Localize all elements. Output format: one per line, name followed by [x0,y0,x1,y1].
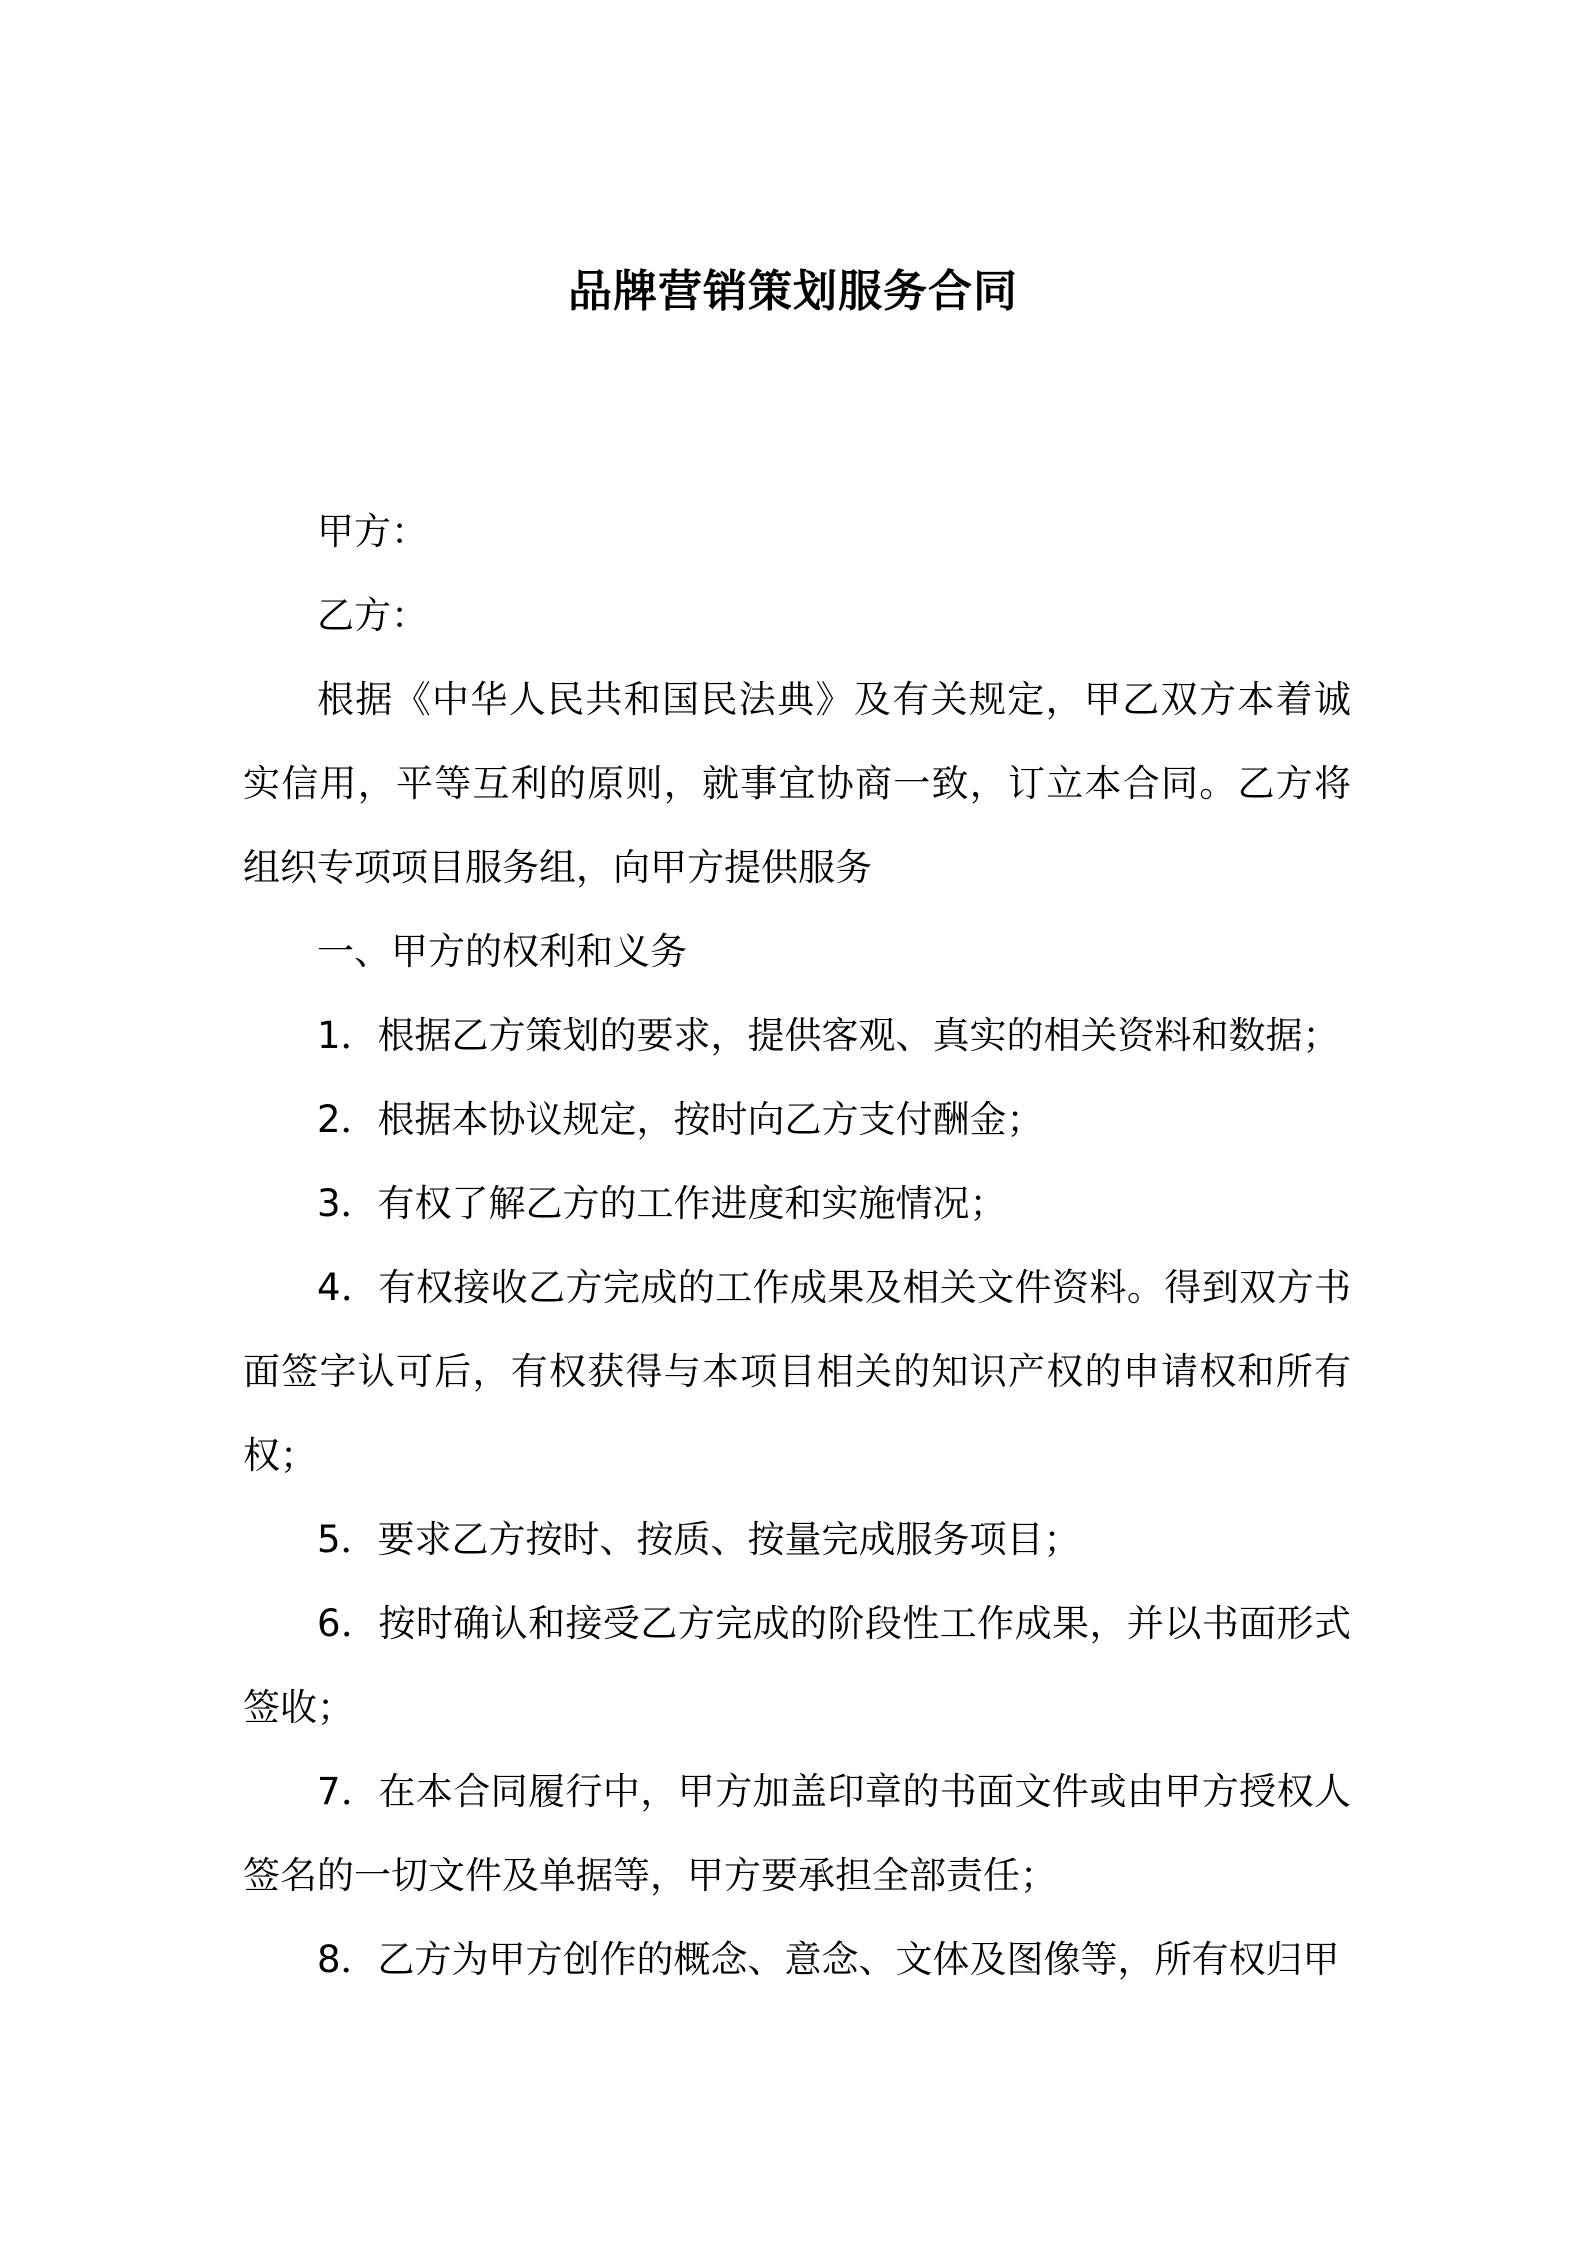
document-body [243,490,1351,2002]
clause-item: 7．在本合同履行中，甲方加盖印章的书面文件或由甲方授权人签名的一切文件及单据等，甲方要承担全部责任； [243,1770,1351,1897]
clause-item: 5．要求乙方按时、按质、按量完成服务项目； [317,1518,1081,1561]
clause-item: 1．根据乙方策划的要求，提供客观、真实的相关资料和数据； [317,1014,1340,1057]
clause-item: 3．有权了解乙方的工作进度和实施情况； [317,1182,1007,1225]
preamble-paragraph: 根据《中华人民共和国民法典》及有关规定，甲乙双方本着诚实信用，平等互利的原则，就事宜协商一致，订立本合同。乙方将组织专项项目服务组，向甲方提供服务 [243,678,1351,889]
party-a-line: 甲方： [317,510,428,553]
section-heading: 一、甲方的权利和义务 [317,930,687,973]
clause-item: 4．有权接收乙方完成的工作成果及相关文件资料。得到双方书面签字认可后，有权获得与本项目相关的知识产权的申请权和所有权； [243,1266,1351,1477]
clause-item: 2．根据本协议规定，按时向乙方支付酬金； [317,1098,1044,1141]
party-b-line: 乙方： [317,594,428,637]
clause-item: 8．乙方为甲方创作的概念、意念、文体及图像等，所有权归甲 [317,1938,1340,1981]
clause-item: 6．按时确认和接受乙方完成的阶段性工作成果，并以书面形式签收； [243,1602,1351,1729]
document-title: 品牌营销策划服务合同 [568,266,1018,317]
